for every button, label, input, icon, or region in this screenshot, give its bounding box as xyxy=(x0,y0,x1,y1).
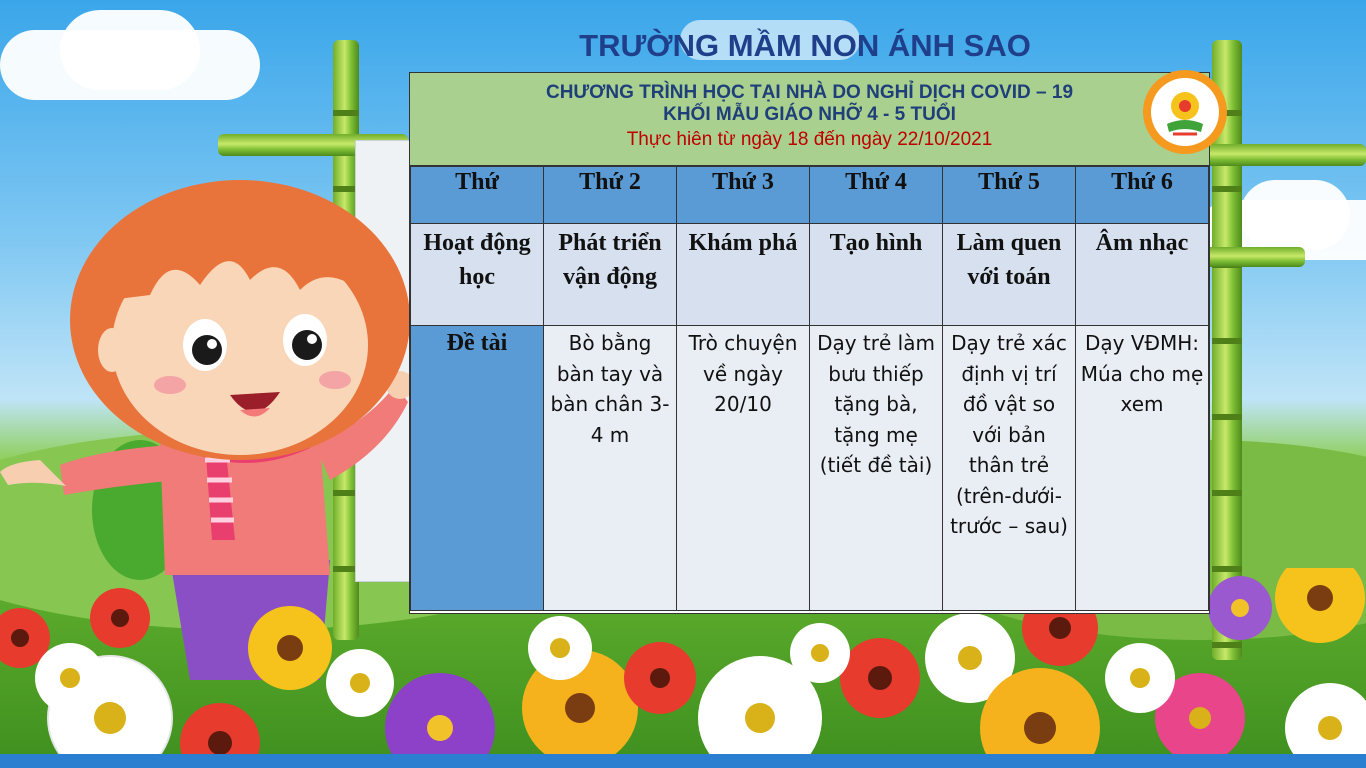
table-cell: Dạy trẻ xác định vị trí đồ vật so với bản thân trẻ (trên-dưới-trước – sau) xyxy=(943,326,1076,611)
header-cell: Thứ 4 xyxy=(810,167,943,224)
schedule-table xyxy=(410,166,1209,611)
panel-heading-line1: CHƯƠNG TRÌNH HỌC TẠI NHÀ DO NGHỈ DỊCH COVID – 19 xyxy=(545,82,1074,103)
activity-row xyxy=(411,224,1209,326)
bamboo-pole xyxy=(1205,247,1305,267)
table-cell: Âm nhạc xyxy=(1076,224,1209,326)
header-cell: Thứ 6 xyxy=(1076,167,1209,224)
table-header-row xyxy=(411,167,1209,224)
school-title: TRƯỜNG MẦM NON ÁNH SAO xyxy=(579,28,1031,63)
panel-heading-line2: KHỐI MẪU GIÁO NHỠ 4 - 5 TUỔI xyxy=(663,104,956,125)
school-logo xyxy=(1143,70,1227,154)
row-label: Hoạt động học xyxy=(411,224,544,326)
table-cell: Khám phá xyxy=(677,224,810,326)
row-label: Đề tài xyxy=(411,326,544,611)
panel-header xyxy=(410,73,1209,166)
header-cell: Thứ 5 xyxy=(943,167,1076,224)
logo-emblem xyxy=(1151,78,1219,146)
schedule-panel xyxy=(409,72,1210,614)
table-cell: Dạy trẻ làm bưu thiếp tặng bà, tặng mẹ (tiết đề tài) xyxy=(810,326,943,611)
table-cell: Tạo hình xyxy=(810,224,943,326)
header-cell: Thứ 2 xyxy=(544,167,677,224)
table-cell: Dạy VĐMH: Múa cho mẹ xem xyxy=(1076,326,1209,611)
bamboo-pole xyxy=(1200,144,1366,166)
header-cell: Thứ 3 xyxy=(677,167,810,224)
table-cell: Bò bằng bàn tay và bàn chân 3- 4 m xyxy=(544,326,677,611)
cloud xyxy=(1240,180,1350,250)
table-cell: Làm quen với toán xyxy=(943,224,1076,326)
header-cell: Thứ xyxy=(411,167,544,224)
star-flower-icon xyxy=(1151,78,1219,146)
topic-row xyxy=(411,326,1209,611)
panel-date-line: Thực hiên từ ngày 18 đến ngày 22/10/2021 xyxy=(626,129,993,150)
cloud xyxy=(60,10,200,90)
table-cell: Phát triển vận động xyxy=(544,224,677,326)
table-cell: Trò chuyện về ngày 20/10 xyxy=(677,326,810,611)
